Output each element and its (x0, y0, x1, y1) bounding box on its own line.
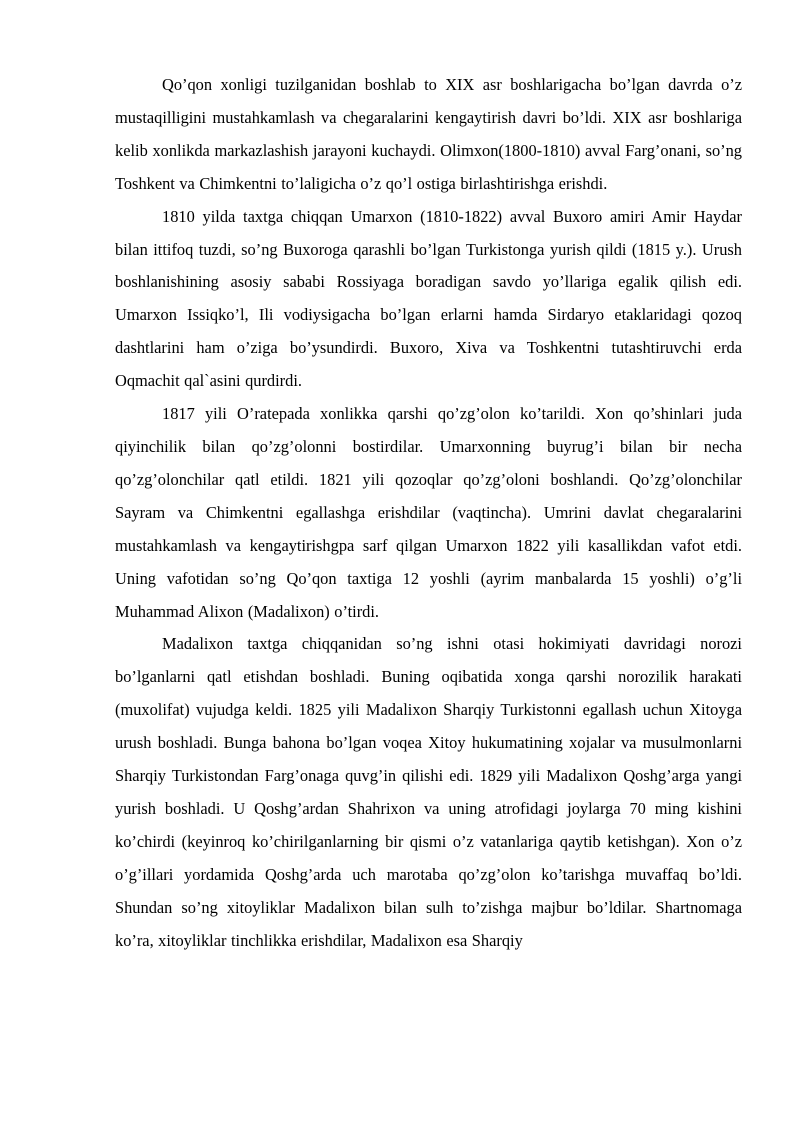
paragraph-1: Qo’qon xonligi tuzilganidan boshlab to XIX asr boshlarigacha bo’lgan davrda o’z mustaqilligini mustahkamlash va chegaralarini kengaytirish davri bo’ldi. XIX asr boshlariga kelib xonlikda markazlashish jarayoni kuchaydi. Olimxon(1800-1810) avval Farg’onani, so’ng Toshkent va Chimkentni to’laligicha o’z qo’l ostiga birlashtirishga erishdi. (115, 75, 742, 193)
document-page (115, 69, 742, 957)
paragraph-4: Madalixon taxtga chiqqanidan so’ng ishni otasi hokimiyati davridagi norozi bo’lganlarni qatl etishdan boshladi. Buning oqibatida xonga qarshi norozilik harakati (muxolifat) vujudga keldi. 1825 yili Madalixon Sharqiy Turkistonni egallash uchun Xitoyga urush boshladi. Bunga bahona bo’lgan voqea Xitoy hukumatining xojalar va musulmonlarni Sharqiy Turkistondan Farg’onaga quvg’in qilishi edi. 1829 yili Madalixon Qoshg’arga yangi yurish boshladi. U Qoshg’ardan Shahrixon va uning atrofidagi joylarga 70 ming kishini ko’chirdi (keyinroq ko’chirilganlarning bir qismi o’z vatanlariga qaytib ketishgan). Xon o’z o’g’illari yordamida Qoshg’arda uch marotaba qo’zg’olon ko’tarishga muvaffaq bo’ldi. Shundan so’ng xitoyliklar Madalixon bilan sulh to’zishga majbur bo’ldilar. Shartnomaga ko’ra, xitoyliklar tinchlikka erishdilar, Madalixon esa Sharqiy (115, 634, 742, 950)
paragraph-3: 1817 yili O’ratepada xonlikka qarshi qo’zg’olon ko’tarildi. Xon qo’shinlari juda qiyinchilik bilan qo’zg’olonni bostirdilar. Umarxonning buyrug’i bilan bir necha qo’zg’olonchilar qatl etildi. 1821 yili qozoqlar qo’zg’oloni boshlandi. Qo’zg’olonchilar Sayram va Chimkentni egallashga erishdilar (vaqtincha). Umrini davlat chegaralarini mustahkamlash va kengaytirishgpa sarf qilgan Umarxon 1822 yili kasallikdan vafot etdi. Uning vafotidan so’ng Qo’qon taxtiga 12 yoshli (ayrim manbalarda 15 yoshli) o’g’li Muhammad Alixon (Madalixon) o’tirdi. (115, 404, 742, 621)
paragraph-2: 1810 yilda taxtga chiqqan Umarxon (1810-1822) avval Buxoro amiri Amir Haydar bilan ittifoq tuzdi, so’ng Buxoroga qarashli bo’lgan Turkistonga yurish qildi (1815 y.). Urush boshlanishining asosiy sababi Rossiyaga boradigan savdo yo’llariga egalik qilish edi. Umarxon Issiqko’l, Ili vodiysigacha bo’lgan erlarni hamda Sirdaryo etaklaridagi qozoq dashtlarini ham o’ziga bo’ysundirdi. Buxoro, Xiva va Toshkentni tutashtiruvchi erda Oqmachit qal`asini qurdirdi. (115, 206, 742, 391)
